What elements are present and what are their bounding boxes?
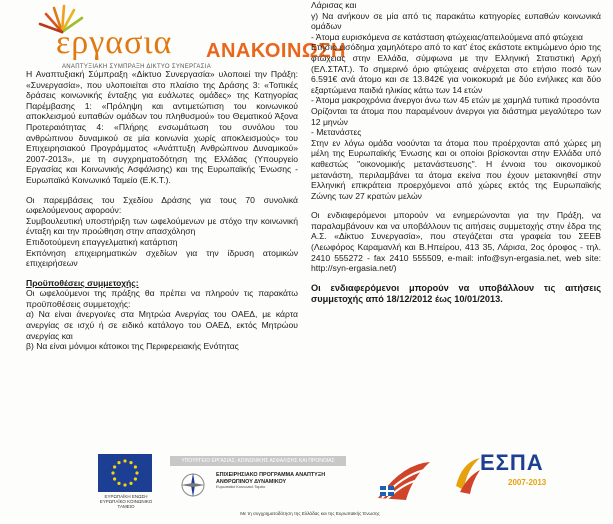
prerequisites-heading: Προϋποθέσεις συμμετοχής: <box>26 277 139 288</box>
group-unemployed-detail: Ορίζονται τα άτομα που παραμένουν άνεργοι για διάστημα μεγαλύτερο των 12 μηνών <box>311 105 601 127</box>
eu-label: ΕΥΡΩΠΑΪΚΗ ΕΝΩΣΗ ΕΥΡΩΠΑΪΚΟ ΚΟΙΝΩΝΙΚΟ ΤΑΜΕΙΟ <box>99 494 153 509</box>
group-migrants: - Μετανάστες <box>311 127 362 138</box>
compass-icon <box>176 470 210 500</box>
purpose-paragraph: Οι παρεμβάσεις του Σχεδίου Δράσης για τους 70 συνολικά ωφελούμενους αφορούν: <box>26 194 298 216</box>
program-title: ΕΠΙΧΕΙΡΗΣΙΑΚΟ ΠΡΟΓΡΑΜΜΑ ΑΝΑΠΤΥΞΗ ΑΝΘΡΩΠΙΝΟΥ ΔΥΝΑΜΙΚΟΥ <box>216 472 326 485</box>
right-column <box>311 0 601 306</box>
continuation-lead: Λάρισας και <box>311 0 357 10</box>
bullet-item: Επιδοτούμενη επαγγελματική κατάρτιση <box>26 236 178 247</box>
groups-intro: γ) Να ανήκουν σε μία από τις παρακάτω κατηγορίες ευπαθών κοινωνικά ομάδων <box>311 10 601 32</box>
bullet-item: Συμβουλευτική υποστήριξη των ωφελούμενων με στόχο την κοινωνική ένταξη και την προώθηση στην απασχόληση <box>26 215 298 237</box>
contact-paragraph: Οι ενδιαφερόμενοι μπορούν να ενημερώνονται για την Πράξη, να παραλαμβάνουν και να υποβάλλουν τις αιτήσεις συμμετοχής στην έδρα της Α.Σ. «Δίκτυο Συνεργασία», που στεγάζεται στα γραφεία του ΣΕΕΒ (Λεωφόρος Καραμανλή και Β.Ηπείρου, 413 35, Λάρισα, 2ος όροφος - τηλ. 2410 555272 - fax 2410 555509, e-mail: info@syn-ergasia.net, web site: http://syn-ergasia.net/) <box>311 210 601 274</box>
group-poverty: - Άτομα ευρισκόμενα σε κατάσταση φτώχειας/απειλούμενα από φτώχεια <box>311 31 584 42</box>
group-unemployed: - Άτομα μακροχρόνια άνεργοι άνω των 45 ετών με χαμηλά τυπικά προσόντα <box>311 95 600 106</box>
ministry-band: ΥΠΟΥΡΓΕΙΟ ΕΡΓΑΣΙΑΣ, ΚΟΙΝΩΝΙΚΗΣ ΑΣΦΑΛΙΣΗΣ ΚΑΙ ΠΡΟΝΟΙΑΣ <box>170 456 346 466</box>
deadline-notice: Οι ενδιαφερόμενοι μπορούν να υποβάλλουν τις αιτήσεις συμμετοχής από 18/12/2012 έως 10/01/2013. <box>311 282 601 305</box>
left-column <box>26 69 298 352</box>
espa-swoosh-icon <box>452 456 482 496</box>
sponsor-footer <box>0 448 613 524</box>
espa-logo <box>452 450 562 500</box>
group-migrants-detail: Στην εν λόγω ομάδα νοούνται τα άτομα που προέρχονται από χώρες μη μέλη της Ευρωπαϊκής Ένωσης και οι οποίοι βρίσκονται στην Ελλάδα υπό καθεστώς "οικονομικής μετανάστευσης". Η έννοια του οικονομικού μετανάστη, περιλαμβάνει τα άτομα εκείνα που έχουν μετακινηθεί στην Ελληνική επικράτεια προερχόμενοι από χώρες εκτός της Ευρωπαϊκής Ζώνης των 27 κρατών μελών <box>311 137 601 201</box>
prerequisite-b: β) Να είναι μόνιμοι κάτοικοι της Περιφερειακής Ενότητας <box>26 341 239 352</box>
espa-years: 2007-2013 <box>508 478 547 487</box>
brand-name: εργασια <box>56 24 173 61</box>
espa-text: ΕΣΠΑ <box>480 450 544 475</box>
program-subtitle: Ευρωπαϊκό Κοινωνικό Ταμείο <box>216 485 266 489</box>
bullet-item: Εκπόνηση επιχειρηματικών σχεδίων για την ίδρυση ατομικών επιχειρήσεων <box>26 247 298 269</box>
eu-flag-icon <box>98 454 152 492</box>
cofinance-text: Με τη συγχρηματοδότηση της Ελλάδας και της Ευρωπαϊκής Ένωσης <box>240 511 380 516</box>
ergasia-logo <box>28 2 228 72</box>
announcement-title: ΑΝΑΚΟΙΝΩΣΗ <box>206 40 346 62</box>
intro-paragraph: Η Αναπτυξιακή Σύμπραξη «Δίκτυο Συνεργασία» υλοποιεί την Πράξη: «Συνεργασία», που υλοποιείται στο πλαίσιο της Δράσης 3: «Τοπικές δράσεις κοινωνικής ένταξης για ευάλωτες ομάδες» της Κατηγορίας Παρέμβασης 1: «Πρόληψη και αντιμετώπιση του κοινωνικού αποκλεισμού ευπαθών ομάδων του πληθυσμού» του Θεματικού Άξονα Προτεραιότητας 4: «Πλήρης ενσωμάτωση του συνόλου του ανθρώπινου δυναμικού σε μία κοινωνία χωρίς αποκλεισμούς» του Επιχειρησιακού Προγράμματος «Ανάπτυξη Ανθρώπινου Δυναμικού» 2007-2013», με τη συγχρηματοδότηση της Ελλάδας (Υπουργείο Εργασίας και Κοινωνικής Ασφάλισης) και της Ευρωπαϊκής Ένωσης - Ευρωπαϊκό Κοινωνικό Ταμείο (Ε.Κ.Τ.). <box>26 69 298 185</box>
prerequisites-intro: Οι ωφελούμενοι της πράξης θα πρέπει να πληρούν τις παρακάτω προϋποθέσεις συμμετοχής: <box>26 288 298 309</box>
brand-subtitle: ΑΝΑΠΤΥΞΙΑΚΗ ΣΥΜΠΡΑΞΗ ΔΙΚΤΥΟ ΣΥΝΕΡΓΑΣΙΑ <box>62 64 211 70</box>
greek-flag-icon <box>372 458 434 504</box>
prerequisite-a: α) Να είναι άνεργοι/ες στα Μητρώα Ανεργίας του ΟΑΕΔ, με κάρτα ανεργίας σε ισχύ ή σε ειδικό κατάλογο του ΟΑΕΔ, εκτός Μητρώου ανεργίας και <box>26 309 298 341</box>
group-poverty-detail: Ετήσιο εισόδημα χαμηλότερο από το κατ' έτος εκάστοτε εκτιμώμενο όριο της φτώχειας στην Ελλάδα, σύμφωνα με την Ελληνική Στατιστική Αρχή (ΕΛ.ΣΤΑΤ.). Το σημερινό όριο φτώχειας ανέρχεται στο ετήσιο ποσό των 6.591€ ανά άτομο και σε 13.842€ για νοικοκυριά με δύο ενήλικες και δύο εξαρτώμενα παιδιά ηλικίας κάτω των 14 ετών <box>311 42 601 95</box>
